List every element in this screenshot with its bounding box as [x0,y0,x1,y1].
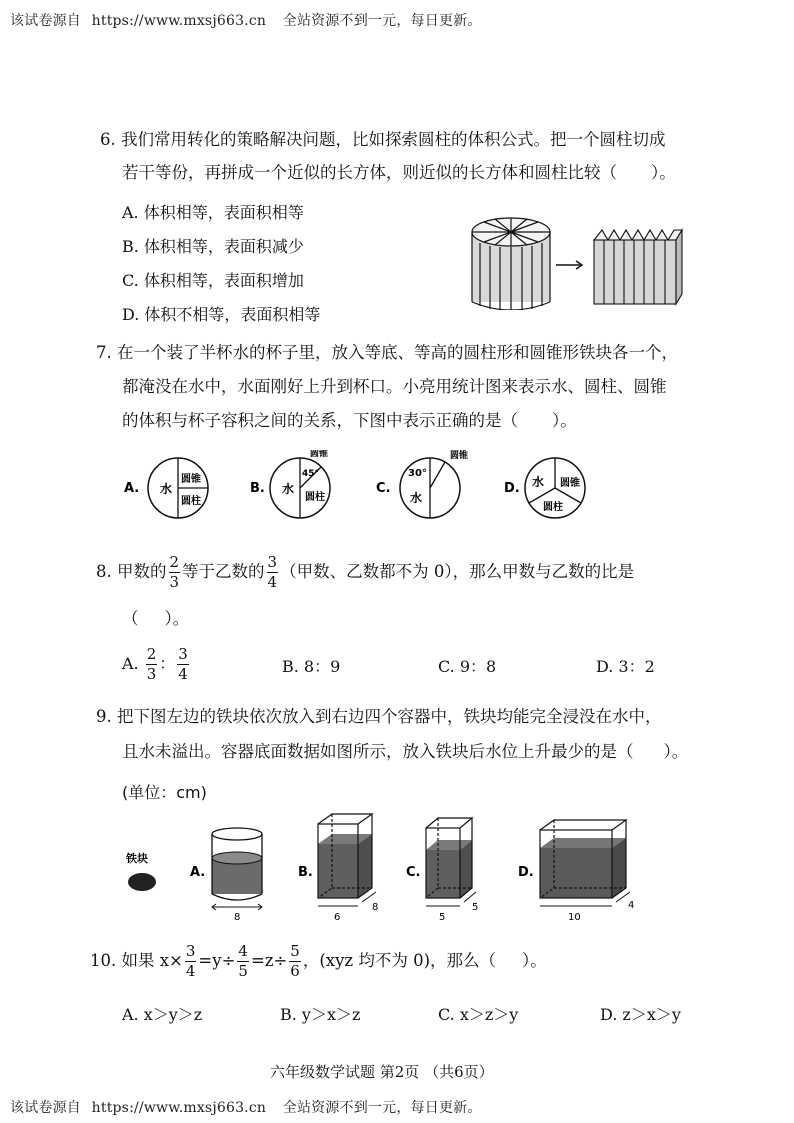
q6-option-c: C. 体积相等，表面积增加 [122,271,304,290]
pie-a-water: 水 [160,482,173,496]
q6-cylinder-figure [462,210,702,310]
container-a-dim: 8 [234,912,241,922]
container-c-dim2: 5 [472,902,479,913]
q10-prefix: 10. 如果 x× [90,951,183,970]
q10-f2-den: 5 [238,962,248,980]
pie-d-cylinder: 圆柱 [543,502,563,513]
bottom-banner-suffix: 全站资源不到一元，每日更新。 [282,1100,482,1116]
q6-option-b: B. 体积相等，表面积减少 [122,237,304,256]
pie-option-c[interactable] [376,450,468,518]
q6-line2 [122,158,676,188]
pie-c-angle: 30° [408,468,427,479]
q6-option-a: A. 体积相等，表面积相等 [122,203,304,222]
arrow-icon [556,261,582,269]
container-c-dim1: 5 [439,912,446,922]
sliced-cylinder [472,218,550,310]
q7-pie-options [120,450,600,530]
q8-opt-a-f2-den: 4 [178,665,188,683]
q10-option-d: D. z＞x＞y [600,1005,681,1024]
container-b-dim2: 8 [372,902,379,913]
q10-f3-den: 6 [290,962,300,980]
pie-a-label: A. [124,481,140,496]
pie-option-d[interactable] [504,458,585,518]
q10-end: ）。 [522,951,547,970]
q8-option-c: C. 9：8 [438,657,497,676]
q6-option-d: D. 体积不相等，表面积相等 [122,305,321,324]
q8-f1-den: 3 [169,573,180,591]
q10-option-b: B. y＞x＞z [280,1005,361,1024]
container-c-label: C. [406,865,421,880]
container-a[interactable] [190,828,262,922]
q8-f2-num: 3 [267,553,278,571]
pie-c-water: 水 [410,491,423,505]
q8-line1 [96,552,634,592]
pie-d-label: D. [504,481,520,496]
q10-option-a: A. x＞y＞z [122,1005,203,1024]
pie-d-cone: 圆锥 [560,478,580,489]
q10-fraction-2 [237,944,249,979]
q8-opt-a-fraction-1 [146,647,158,682]
q6-line1: 6. 我们常用转化的策略解决问题，比如探索圆柱的体积公式。把一个圆柱切成 [100,130,666,149]
top-banner [10,10,482,30]
container-d-dim2: 4 [628,900,635,911]
q10-f2-num: 4 [238,942,248,960]
q10-suffix: ，(xyz 均不为 0)，那么（ [302,951,497,970]
container-d[interactable] [518,820,634,922]
q9-unit: (单位：cm) [122,783,207,802]
pie-c-label: C. [376,481,391,496]
container-d-label: D. [518,865,534,880]
q8-line2 [122,604,189,634]
q9-containers-figure [120,810,680,922]
q8-opt-a-label: A. [122,654,139,673]
q8-option-d: D. 3：2 [596,657,655,676]
container-d-dim1: 10 [568,912,581,922]
q8-opt-a-fraction-2 [177,647,189,682]
container-a-label: A. [190,865,206,880]
q10-f3-num: 5 [290,942,300,960]
q8-option-a [122,644,191,684]
q7-line3 [122,406,577,436]
container-c[interactable] [406,818,478,922]
q10-eq2: =z÷ [250,951,288,970]
q8-line2a: （ [122,609,139,628]
q8-fraction-2 [267,555,279,590]
container-b[interactable] [298,814,378,922]
q8-opt-a-f1-den: 3 [146,665,157,683]
q8-opt-a-colon: ： [159,654,176,673]
q8-opt-a-f2-num: 3 [178,645,188,663]
pie-a-cylinder: 圆柱 [181,496,201,507]
q8-mid: 等于乙数的 [182,562,265,581]
q8-f1-num: 2 [169,553,180,571]
q6-line2a: 若干等份，再拼成一个近似的长方体，则近似的长方体和圆柱比较（ [122,163,617,182]
page-footer: 六年级数学试题 第2页 （共6页） [270,1063,494,1081]
q8-line2b: ）。 [164,609,190,628]
q8-option-b: B. 8：9 [282,657,341,676]
q6-line2b: ）。 [651,163,676,182]
banner-prefix: 该试卷源自 [10,13,81,29]
pie-c-cone: 圆锥 [450,451,469,461]
approx-cuboid [594,230,682,304]
q9-line2a: 且水未溢出。容器底面数据如图所示，放入铁块后水位上升最少的是（ [122,742,634,761]
pie-option-b[interactable] [250,450,330,518]
bottom-banner [10,1097,482,1117]
pie-d-water: 水 [532,475,545,489]
bottom-banner-url[interactable]: https://www.mxsj663.cn [91,1100,267,1116]
q8-opt-a-f1-num: 2 [146,645,157,663]
pie-b-cone: 圆锥 [310,450,329,459]
q10-fraction-1 [185,944,197,979]
q10-fraction-3 [289,944,301,979]
container-b-dim1: 6 [334,912,341,922]
pie-option-a[interactable] [124,458,208,518]
pie-b-angle: 45° [302,469,320,479]
q10-option-c: C. x＞z＞y [438,1005,519,1024]
pie-a-cone: 圆锥 [181,474,201,485]
q10-f1-den: 4 [185,962,196,980]
q8-fraction-1 [169,555,181,590]
q7-line1: 7. 在一个装了半杯水的杯子里，放入等底、等高的圆柱形和圆锥形铁块各一个， [96,343,678,362]
pie-b-label: B. [250,481,265,496]
q9-line2b: ）。 [663,742,689,761]
pie-b-cylinder: 圆柱 [305,492,325,503]
q9-line2 [122,737,688,767]
iron-label: 铁块 [126,852,148,865]
banner-url[interactable]: https://www.mxsj663.cn [91,13,267,29]
bottom-banner-prefix: 该试卷源自 [10,1100,81,1116]
q10-eq1: =y÷ [198,951,236,970]
q7-line3b: ）。 [552,411,577,430]
q10-line1 [90,941,547,981]
q8-prefix: 8. 甲数的 [96,562,167,581]
banner-suffix: 全站资源不到一元，每日更新。 [282,13,482,29]
q10-f1-num: 3 [185,942,196,960]
q9-line1: 9. 把下图左边的铁块依次放入到右边四个容器中，铁块均能完全浸没在水中， [96,707,662,726]
container-b-label: B. [298,865,313,880]
q8-suffix: （甲数、乙数都不为 0），那么甲数与乙数的比是 [280,562,635,581]
iron-block [128,873,156,891]
q8-f2-den: 4 [267,573,278,591]
pie-b-water: 水 [282,482,295,496]
q7-line3a: 的体积与杯子容积之间的关系，下图中表示正确的是（ [122,411,518,430]
q7-line2: 都淹没在水中，水面刚好上升到杯口。小亮用统计图来表示水、圆柱、圆锥 [122,377,667,396]
